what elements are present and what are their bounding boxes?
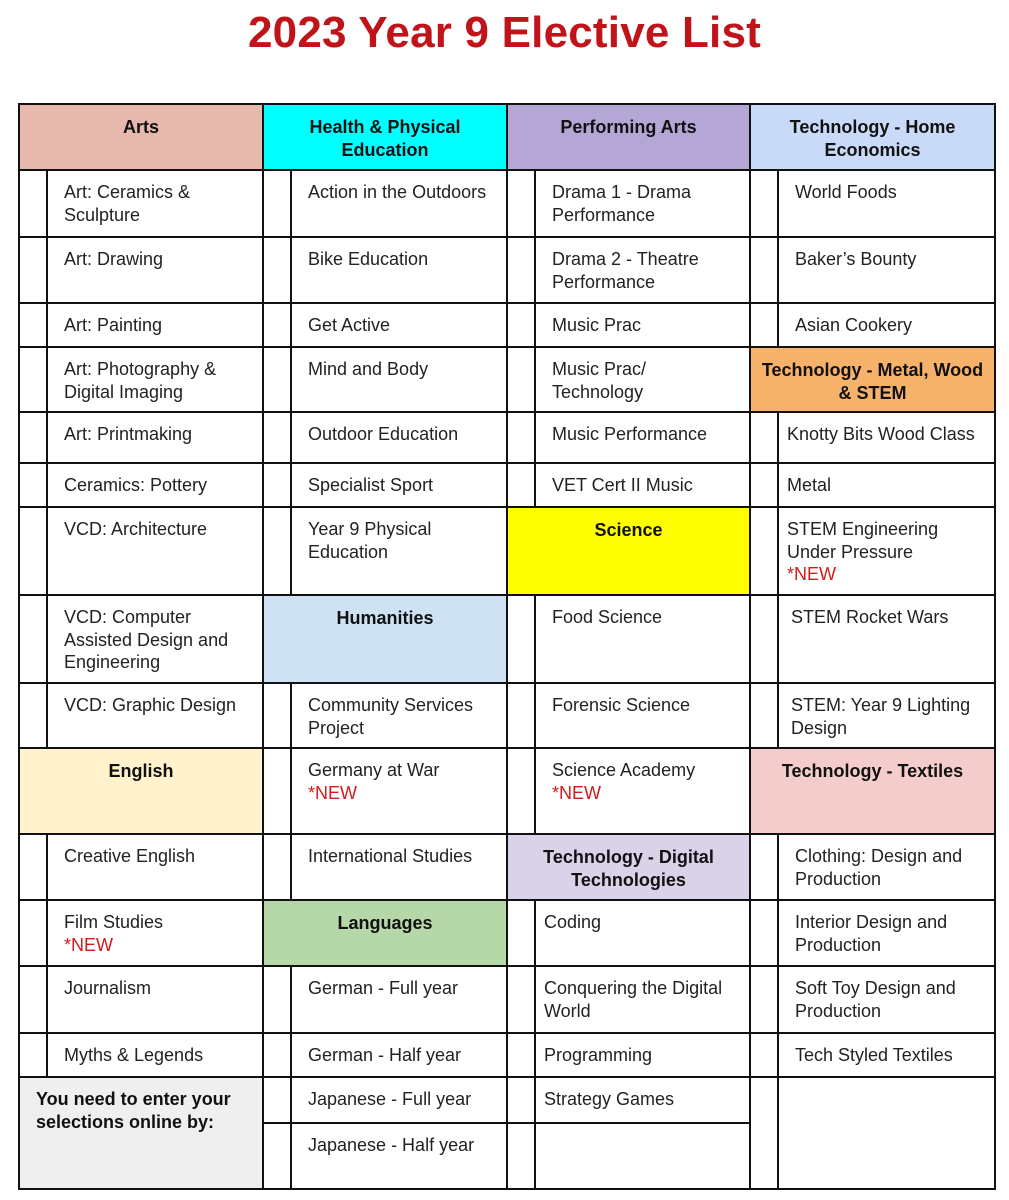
header-tech-home-ec: Technology - Home Economics	[749, 103, 996, 171]
elective-conquering-the-digital-world	[534, 965, 751, 1034]
empty-cell	[777, 1076, 996, 1190]
checkbox-cell[interactable]	[749, 833, 779, 901]
elective-name: Music Prac/ Technology	[552, 359, 647, 402]
elective-name: Art: Painting	[64, 315, 163, 335]
empty-cell	[534, 1122, 751, 1190]
elective-name: Art: Drawing	[64, 249, 164, 269]
checkbox-cell[interactable]	[18, 833, 48, 901]
elective-name: German - Full year	[308, 978, 459, 998]
elective-name: Music Performance	[552, 424, 708, 444]
elective-coding	[534, 899, 751, 967]
checkbox-cell[interactable]	[749, 302, 779, 348]
elective-asian-cookery	[777, 302, 996, 348]
elective-name: Soft Toy Design and Production	[795, 978, 956, 1021]
elective-metal	[777, 462, 996, 508]
checkbox-cell[interactable]	[18, 462, 48, 508]
elective-vcd-architecture	[46, 506, 264, 596]
elective-soft-toy-design-and-production	[777, 965, 996, 1034]
header-humanities: Humanities	[262, 594, 508, 684]
elective-drama-1-drama-performance	[534, 169, 751, 238]
checkbox-cell[interactable]	[18, 594, 48, 684]
checkbox-cell[interactable]	[18, 411, 48, 464]
elective-name: Specialist Sport	[308, 475, 434, 495]
elective-clothing-design-and-production	[777, 833, 996, 901]
checkbox-cell[interactable]	[506, 462, 536, 508]
elective-journalism	[46, 965, 264, 1034]
checkbox-cell[interactable]	[506, 346, 536, 413]
checkbox-cell[interactable]	[18, 1032, 48, 1078]
checkbox-cell[interactable]	[506, 747, 536, 835]
elective-name: Asian Cookery	[795, 315, 913, 335]
elective-bike-education	[290, 236, 508, 304]
checkbox-cell[interactable]	[262, 682, 292, 749]
elective-name: Music Prac	[552, 315, 642, 335]
elective-name: Year 9 Physical Education	[308, 519, 432, 562]
header-arts: Arts	[18, 103, 264, 171]
elective-name: Community Services Project	[308, 695, 474, 738]
page-title: 2023 Year 9 Elective List	[248, 8, 761, 57]
elective-art-painting	[46, 302, 264, 348]
checkbox-cell[interactable]	[262, 346, 292, 413]
elective-tech-styled-textiles	[777, 1032, 996, 1078]
elective-name: Science Academy	[552, 760, 696, 780]
checkbox-cell[interactable]	[506, 1076, 536, 1124]
elective-name: Conquering the Digital World	[544, 978, 723, 1021]
elective-name: Clothing: Design and Production	[795, 846, 963, 889]
header-tech-textiles: Technology - Textiles	[749, 747, 996, 835]
elective-name: Journalism	[64, 978, 152, 998]
checkbox-cell[interactable]	[749, 506, 779, 596]
elective-name: Myths & Legends	[64, 1045, 204, 1065]
elective-name: Strategy Games	[544, 1089, 675, 1109]
header-performing: Performing Arts	[506, 103, 751, 171]
checkbox-cell[interactable]	[749, 462, 779, 508]
new-tag: *NEW	[308, 782, 357, 803]
elective-food-science	[534, 594, 751, 684]
elective-music-performance	[534, 411, 751, 464]
elective-name: Art: Photography & Digital Imaging	[64, 359, 217, 402]
checkbox-cell[interactable]	[262, 169, 292, 238]
elective-name: Tech Styled Textiles	[795, 1045, 953, 1065]
elective-name: VCD: Graphic Design	[64, 695, 237, 715]
header-science: Science	[506, 506, 751, 596]
elective-myths-and-legends	[46, 1032, 264, 1078]
elective-german-half-year	[290, 1032, 508, 1078]
elective-community-services-project	[290, 682, 508, 749]
elective-japanese-full-year	[290, 1076, 508, 1124]
checkbox-cell[interactable]	[506, 965, 536, 1034]
elective-name: Drama 2 - Theatre Performance	[552, 249, 699, 292]
elective-name: Get Active	[308, 315, 391, 335]
checkbox-cell[interactable]	[18, 169, 48, 238]
checkbox-cell[interactable]	[749, 169, 779, 238]
checkbox-cell[interactable]	[262, 462, 292, 508]
elective-programming	[534, 1032, 751, 1078]
checkbox-cell[interactable]	[262, 747, 292, 835]
elective-ceramics-pottery	[46, 462, 264, 508]
elective-name: International Studies	[308, 846, 473, 866]
elective-strategy-games	[534, 1076, 751, 1124]
elective-mind-and-body	[290, 346, 508, 413]
checkbox-cell[interactable]	[18, 506, 48, 596]
elective-name: STEM Rocket Wars	[791, 607, 949, 627]
checkbox-cell[interactable]	[749, 1032, 779, 1078]
elective-name: Art: Printmaking	[64, 424, 193, 444]
elective-german-full-year	[290, 965, 508, 1034]
elective-creative-english	[46, 833, 264, 901]
checkbox-cell[interactable]	[506, 1122, 536, 1190]
header-hpe: Health & Physical Education	[262, 103, 508, 171]
elective-art-ceramics-and-sculpture	[46, 169, 264, 238]
deadline-note: You need to enter your selections online by:	[18, 1076, 264, 1190]
checkbox-cell[interactable]	[506, 411, 536, 464]
checkbox-cell[interactable]	[18, 236, 48, 304]
elective-art-drawing	[46, 236, 264, 304]
new-tag: *NEW	[787, 564, 836, 584]
checkbox-cell[interactable]	[749, 1076, 779, 1190]
elective-name: Drama 1 - Drama Performance	[552, 182, 692, 225]
elective-vcd-graphic-design	[46, 682, 264, 749]
elective-name: Coding	[544, 912, 602, 932]
elective-japanese-half-year	[290, 1122, 508, 1190]
elective-baker-s-bounty	[777, 236, 996, 304]
elective-music-prac-technology	[534, 346, 751, 413]
checkbox-cell[interactable]	[749, 236, 779, 304]
checkbox-cell[interactable]	[262, 506, 292, 596]
elective-name: Art: Ceramics & Sculpture	[64, 182, 191, 225]
elective-year-9-physical-education	[290, 506, 508, 596]
checkbox-cell[interactable]	[18, 965, 48, 1034]
new-tag: *NEW	[552, 782, 601, 803]
checkbox-cell[interactable]	[262, 236, 292, 304]
elective-specialist-sport	[290, 462, 508, 508]
checkbox-cell[interactable]	[506, 899, 536, 967]
checkbox-cell[interactable]	[749, 411, 779, 464]
elective-stem-rocket-wars	[777, 594, 996, 684]
new-tag: *NEW	[64, 934, 113, 955]
elective-name: STEM: Year 9 Lighting Design	[791, 695, 971, 738]
checkbox-cell[interactable]	[506, 302, 536, 348]
elective-name: Film Studies	[64, 912, 164, 932]
elective-art-photography-and-digital-imaging	[46, 346, 264, 413]
elective-outdoor-education	[290, 411, 508, 464]
header-tech-digital: Technology - Digital Technologies	[506, 833, 751, 901]
checkbox-cell[interactable]	[749, 965, 779, 1034]
elective-name: Knotty Bits Wood Class	[787, 424, 975, 444]
header-english: English	[18, 747, 264, 835]
elective-film-studies	[46, 899, 264, 967]
elective-name: German - Half year	[308, 1045, 462, 1065]
header-languages: Languages	[262, 899, 508, 967]
checkbox-cell[interactable]	[262, 1122, 292, 1190]
elective-action-in-the-outdoors	[290, 169, 508, 238]
elective-international-studies	[290, 833, 508, 901]
elective-art-printmaking	[46, 411, 264, 464]
checkbox-cell[interactable]	[262, 1032, 292, 1078]
checkbox-cell[interactable]	[18, 302, 48, 348]
elective-name: World Foods	[795, 182, 897, 202]
checkbox-cell[interactable]	[262, 302, 292, 348]
checkbox-cell[interactable]	[262, 1076, 292, 1124]
elective-name: Programming	[544, 1045, 653, 1065]
elective-name: VCD: Computer Assisted Design and Engineering	[64, 607, 229, 672]
checkbox-cell[interactable]	[506, 236, 536, 304]
elective-name: Metal	[787, 475, 832, 495]
elective-name: Action in the Outdoors	[308, 182, 487, 202]
elective-name: VET Cert II Music	[552, 475, 693, 495]
checkbox-cell[interactable]	[262, 833, 292, 901]
elective-name: Mind and Body	[308, 359, 429, 379]
checkbox-cell[interactable]	[749, 594, 779, 684]
elective-world-foods	[777, 169, 996, 238]
checkbox-cell[interactable]	[506, 1032, 536, 1078]
elective-name: Forensic Science	[552, 695, 691, 715]
checkbox-cell[interactable]	[262, 411, 292, 464]
checkbox-cell[interactable]	[749, 682, 779, 749]
elective-vet-cert-ii-music	[534, 462, 751, 508]
checkbox-cell[interactable]	[506, 594, 536, 684]
elective-name: Creative English	[64, 846, 196, 866]
elective-name: Germany at War	[308, 760, 440, 780]
checkbox-cell[interactable]	[18, 899, 48, 967]
elective-name: Bike Education	[308, 249, 429, 269]
elective-name: Outdoor Education	[308, 424, 459, 444]
checkbox-cell[interactable]	[506, 682, 536, 749]
checkbox-cell[interactable]	[262, 965, 292, 1034]
elective-name: Japanese - Half year	[308, 1135, 475, 1155]
elective-name: VCD: Architecture	[64, 519, 208, 539]
elective-name: Ceramics: Pottery	[64, 475, 208, 495]
elective-name: STEM Engineering Under Pressure	[787, 519, 939, 562]
elective-stem-year-9-lighting-design	[777, 682, 996, 749]
elective-knotty-bits-wood-class	[777, 411, 996, 464]
elective-name: Baker’s Bounty	[795, 249, 917, 269]
elective-get-active	[290, 302, 508, 348]
checkbox-cell[interactable]	[18, 346, 48, 413]
header-tech-metal: Technology - Metal, Wood & STEM	[749, 346, 996, 413]
elective-name: Food Science	[552, 607, 663, 627]
elective-forensic-science	[534, 682, 751, 749]
checkbox-cell[interactable]	[18, 682, 48, 749]
elective-vcd-computer-assisted-design-and-engineering	[46, 594, 264, 684]
elective-drama-2-theatre-performance	[534, 236, 751, 304]
checkbox-cell[interactable]	[506, 169, 536, 238]
elective-name: Interior Design and Production	[795, 912, 948, 955]
checkbox-cell[interactable]	[749, 899, 779, 967]
elective-germany-at-war	[290, 747, 508, 835]
elective-stem-engineering-under-pressure	[777, 506, 996, 596]
elective-interior-design-and-production	[777, 899, 996, 967]
elective-name: Japanese - Full year	[308, 1089, 472, 1109]
elective-music-prac	[534, 302, 751, 348]
elective-science-academy	[534, 747, 751, 835]
